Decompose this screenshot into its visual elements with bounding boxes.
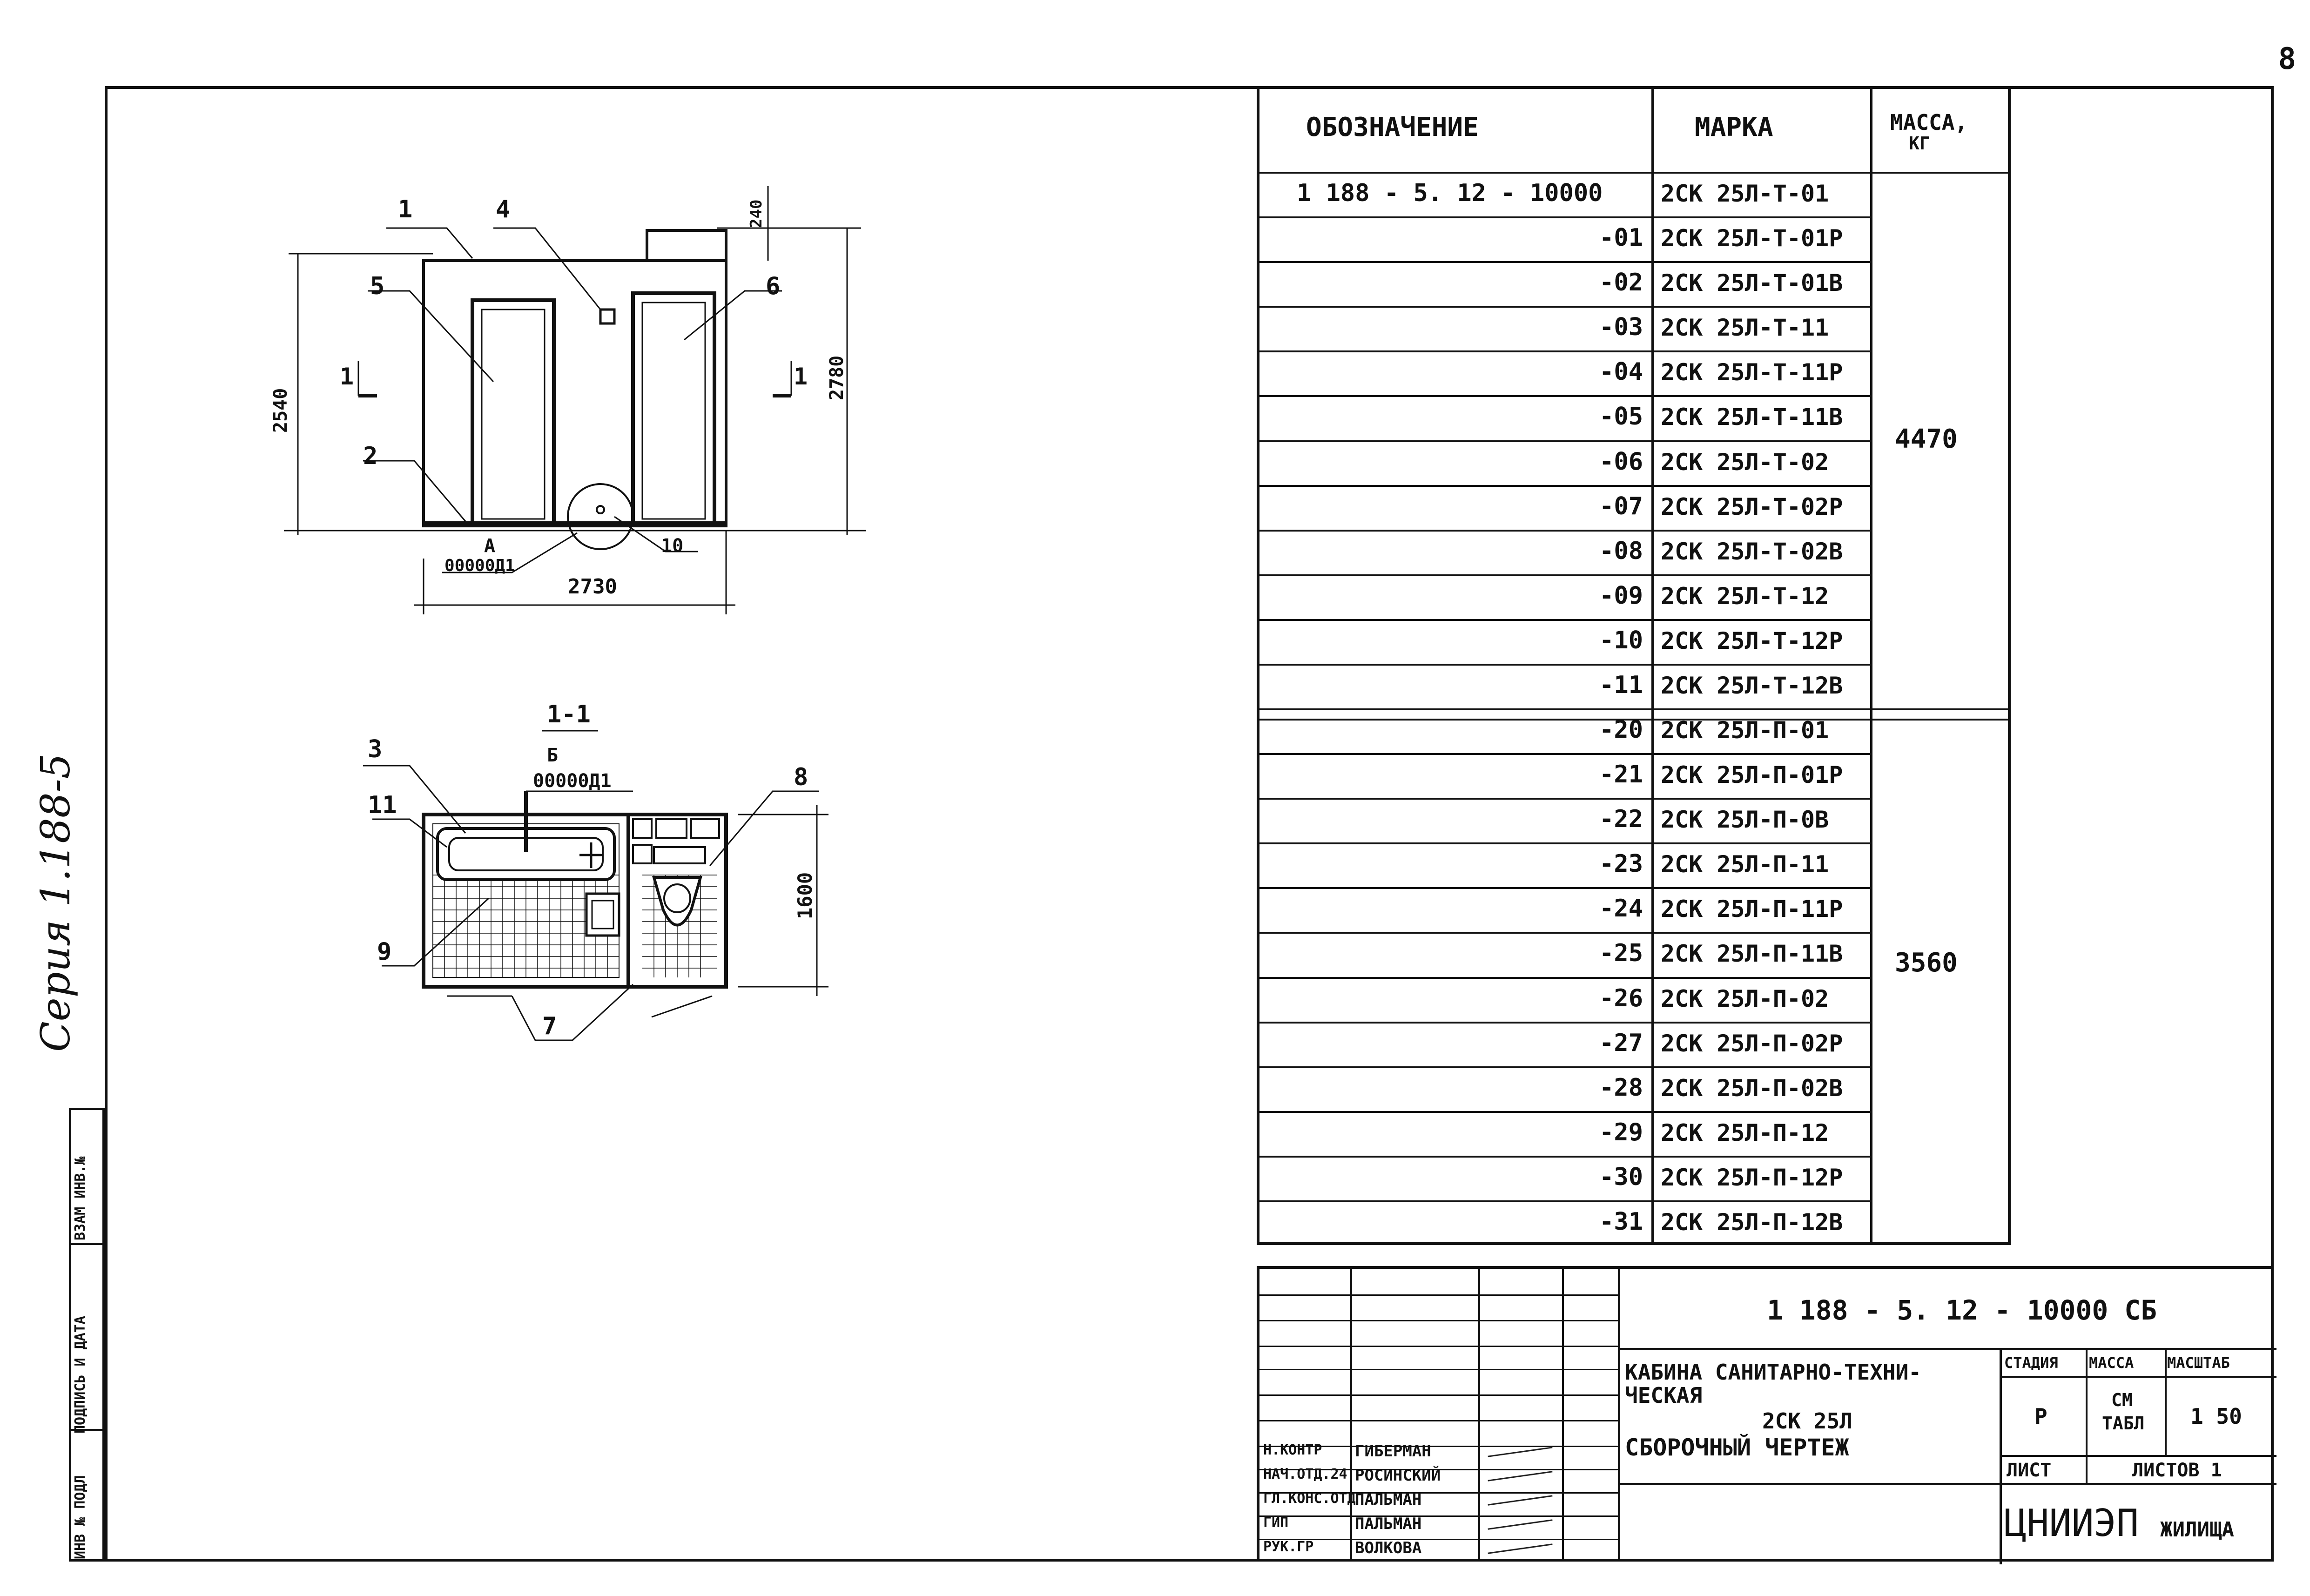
spec-row-mark: 2СК 25Л-П-12 — [1661, 1119, 1829, 1146]
org-main: ЦНИИЭП — [2004, 1502, 2139, 1545]
title-block-row-line — [1259, 1294, 1618, 1296]
plan-dim-height-total: 2780 — [826, 355, 848, 400]
spec-row-line — [1259, 485, 1870, 487]
plan-callout-1: 1 — [398, 195, 413, 223]
spec-row-designation: -11 — [1599, 671, 1643, 699]
spec-row-designation: -03 — [1599, 313, 1643, 342]
plan-door-right — [633, 293, 714, 524]
spec-row-line — [1259, 216, 1870, 218]
spec-row-line — [1259, 440, 1870, 442]
spec-row-line — [1259, 574, 1870, 576]
signature-mark — [1488, 1495, 1552, 1505]
spec-row-mark: 2СК 25Л-Т-02 — [1661, 448, 1829, 476]
spec-row-line — [1259, 530, 1870, 532]
section-callout-9: 9 — [377, 938, 392, 966]
header-mark: МАРКА — [1695, 112, 1773, 142]
plan-section-mark-left: 1 — [340, 363, 354, 390]
plan-door-left — [472, 300, 554, 524]
plan-callout-2: 2 — [363, 442, 378, 470]
plan-top-vent — [647, 230, 726, 261]
spec-row-mark: 2СК 25Л-П-01 — [1661, 717, 1829, 744]
signature-role: ГЛ.КОНС.ОТД — [1263, 1490, 1356, 1507]
page-number: 8 — [2278, 42, 2296, 76]
spec-row-mark: 2СК 25Л-Т-12Р — [1661, 627, 1843, 654]
spec-row-designation: -30 — [1599, 1163, 1643, 1191]
signature-role: Н.КОНТР — [1263, 1442, 1322, 1458]
section-callout-7: 7 — [542, 1012, 557, 1040]
signature-role: НАЧ.ОТД.24 — [1263, 1466, 1347, 1482]
spec-row-designation: -04 — [1599, 358, 1643, 386]
spec-row-designation: -28 — [1599, 1073, 1643, 1102]
spec-row-line — [1259, 1022, 1870, 1024]
plan-callout-6: 6 — [766, 272, 781, 300]
spec-row-designation: -23 — [1599, 850, 1643, 878]
section-callout-3: 3 — [368, 735, 383, 763]
signature-mark — [1488, 1519, 1552, 1529]
title-block-row-line — [1259, 1420, 1618, 1421]
spec-row-line — [1259, 798, 1870, 800]
signature-name: ПАЛЬМАН — [1355, 1515, 1422, 1533]
spec-row-line — [1259, 261, 1870, 263]
section-view-letter: Б — [547, 745, 559, 766]
plan-view-letter: А — [484, 535, 496, 557]
mass-value-1: СМ — [2111, 1390, 2133, 1410]
doc-code: 1 188 - 5. 12 - 10000 СБ — [1767, 1294, 2157, 1326]
spec-row-line — [1259, 306, 1870, 308]
spec-row-mark: 2СК 25Л-П-11Р — [1661, 896, 1843, 923]
spec-row-line — [1259, 1111, 1870, 1113]
title-block-row-line — [1259, 1515, 1618, 1517]
title-block-row-line — [1259, 1369, 1618, 1370]
plan-dim-width: 2730 — [568, 575, 617, 599]
spec-row-line — [1259, 350, 1870, 352]
spec-row-mark: 2СК 25Л-П-02В — [1661, 1074, 1843, 1102]
plan-cabin-outline — [424, 261, 726, 526]
spec-row-line — [1259, 1200, 1870, 1202]
plan-callout-4: 4 — [496, 195, 511, 223]
signature-name: ВОЛКОВА — [1355, 1539, 1422, 1557]
spec-row-mark: 2СК 25Л-П-02Р — [1661, 1030, 1843, 1057]
spec-row-mark: 2СК 25Л-П-11 — [1661, 851, 1829, 878]
section-title: 1-1 — [547, 700, 591, 728]
spec-row-mark: 2СК 25Л-Т-01Р — [1661, 225, 1843, 252]
title-block-row-line — [1259, 1320, 1618, 1321]
spec-row-designation: -24 — [1599, 895, 1643, 923]
spec-row-designation: -07 — [1599, 492, 1643, 520]
spec-row-line — [1259, 932, 1870, 934]
left-strip-sign-label: ПОДПИСЬ И ДАТА — [72, 1316, 88, 1434]
signature-mark — [1488, 1543, 1552, 1554]
mass-group-2: 3560 — [1895, 948, 1958, 978]
stage-value: Р — [2034, 1404, 2047, 1429]
title-line-1: КАБИНА САНИТАРНО-ТЕХНИ- — [1625, 1360, 1921, 1385]
spec-row-designation: -10 — [1599, 626, 1643, 654]
left-strip-replace-label: ВЗАМ ИНВ.№ — [72, 1156, 88, 1240]
section-callout-8: 8 — [794, 763, 808, 791]
spec-row-designation: -01 — [1599, 224, 1643, 252]
section-callout-11: 11 — [368, 791, 397, 819]
spec-row-mark: 2СК 25Л-Т-11В — [1661, 404, 1843, 431]
spec-row-mark: 2СК 25Л-Т-12В — [1661, 672, 1843, 699]
section-view-sheet: 00000Д1 — [533, 770, 612, 792]
spec-row-line — [1259, 708, 2008, 710]
spec-row-mark: 2СК 25Л-П-12В — [1661, 1208, 1843, 1236]
signature-role: ГИП — [1263, 1515, 1289, 1531]
signature-role: РУК.ГР — [1263, 1539, 1314, 1555]
spec-row-designation: -25 — [1599, 939, 1643, 968]
spec-row-mark: 2СК 25Л-Т-01 — [1661, 180, 1829, 208]
spec-row-mark: 2СК 25Л-П-11В — [1661, 940, 1843, 968]
spec-row-designation: -31 — [1599, 1207, 1643, 1236]
title-block-row-line — [1259, 1346, 1618, 1347]
spec-row-line — [1259, 977, 1870, 979]
sheet-label: ЛИСТ — [2007, 1460, 2052, 1481]
spec-row-designation: -26 — [1599, 984, 1643, 1012]
signature-name: ПАЛЬМАН — [1355, 1490, 1422, 1509]
spec-row-mark: 2СК 25Л-Т-11Р — [1661, 359, 1843, 386]
spec-row-designation: -06 — [1599, 447, 1643, 476]
header-mass: МАССА, — [1890, 110, 1968, 135]
header-mass-unit: КГ — [1909, 133, 1930, 154]
spec-row-designation: -21 — [1599, 761, 1643, 789]
plan-section-mark-right: 1 — [794, 363, 808, 390]
title-line-3: 2СК 25Л — [1762, 1408, 1852, 1434]
plan-view-sheet: 00000Д1 — [444, 556, 515, 575]
spec-row-designation: -05 — [1599, 403, 1643, 431]
signature-mark — [1488, 1471, 1552, 1481]
scale-value: 1 50 — [2190, 1404, 2242, 1429]
spec-row-designation: -22 — [1599, 805, 1643, 834]
sheets-label: ЛИСТОВ 1 — [2132, 1460, 2222, 1481]
spec-row-designation: -08 — [1599, 537, 1643, 565]
spec-row-mark: 2СК 25Л-П-12Р — [1661, 1164, 1843, 1191]
assembly-drawing — [0, 0, 1257, 1117]
mass-group-1: 4470 — [1895, 424, 1958, 454]
spec-row-line — [1259, 753, 1870, 755]
spec-row-mark: 2СК 25Л-Т-02Р — [1661, 493, 1843, 520]
signature-name: РОСИНСКИЙ — [1355, 1466, 1441, 1485]
plan-detail-circle — [568, 484, 633, 549]
org-sub: ЖИЛИЩА — [2160, 1518, 2234, 1542]
mass-label: МАССА — [2089, 1354, 2134, 1372]
spec-row-mark: 2СК 25Л-П-01Р — [1661, 761, 1843, 789]
title-block — [1257, 1266, 2274, 1562]
spec-table — [1257, 86, 2011, 1245]
left-strip-inv-label: ИНВ № ПОДЛ — [72, 1475, 88, 1559]
spec-row-line — [1259, 395, 1870, 397]
spec-row-designation: -02 — [1599, 269, 1643, 297]
mass-value-2: ТАБЛ — [2102, 1413, 2145, 1434]
scale-label: МАСШТАБ — [2167, 1354, 2230, 1372]
stage-label: СТАДИЯ — [2004, 1354, 2058, 1372]
section-dim-depth: 1600 — [794, 872, 816, 919]
spec-row-mark: 2СК 25Л-П-0В — [1661, 806, 1829, 834]
spec-row-mark: 2СК 25Л-Т-01В — [1661, 269, 1843, 297]
series-label: Серия 1.188-5 — [33, 753, 79, 1052]
spec-row-designation: -27 — [1599, 1029, 1643, 1057]
title-line-4: СБОРОЧНЫЙ ЧЕРТЕЖ — [1625, 1434, 1849, 1461]
spec-row-designation: -20 — [1599, 716, 1643, 744]
spec-row-line — [1259, 1156, 1870, 1158]
spec-row-mark: 2СК 25Л-Т-02В — [1661, 538, 1843, 565]
title-line-2: ЧЕСКАЯ — [1625, 1383, 1703, 1408]
spec-row-designation: -29 — [1599, 1118, 1643, 1146]
spec-row-designation: 1 188 - 5. 12 - 10000 — [1297, 179, 1603, 208]
spec-row-mark: 2СК 25Л-Т-11 — [1661, 314, 1829, 342]
title-block-row-line — [1259, 1394, 1618, 1396]
plan-dim-height: 2540 — [270, 388, 291, 433]
plan-callout-10: 10 — [661, 535, 684, 557]
spec-row-mark: 2СК 25Л-Т-12 — [1661, 582, 1829, 610]
header-designation: ОБОЗНАЧЕНИЕ — [1306, 112, 1479, 142]
plan-switch — [600, 310, 614, 323]
plan-dim-top: 240 — [747, 199, 766, 228]
spec-row-line — [1259, 664, 1870, 666]
signature-name: ГИБЕРМАН — [1355, 1442, 1431, 1461]
spec-row-line — [1259, 619, 1870, 621]
spec-row-designation: -09 — [1599, 581, 1643, 610]
signature-mark — [1488, 1447, 1552, 1457]
spec-row-line — [1259, 1066, 1870, 1068]
spec-row-mark: 2СК 25Л-П-02 — [1661, 985, 1829, 1012]
spec-row-line — [1259, 842, 1870, 844]
plan-callout-5: 5 — [370, 272, 385, 300]
spec-row-line — [1259, 887, 1870, 889]
